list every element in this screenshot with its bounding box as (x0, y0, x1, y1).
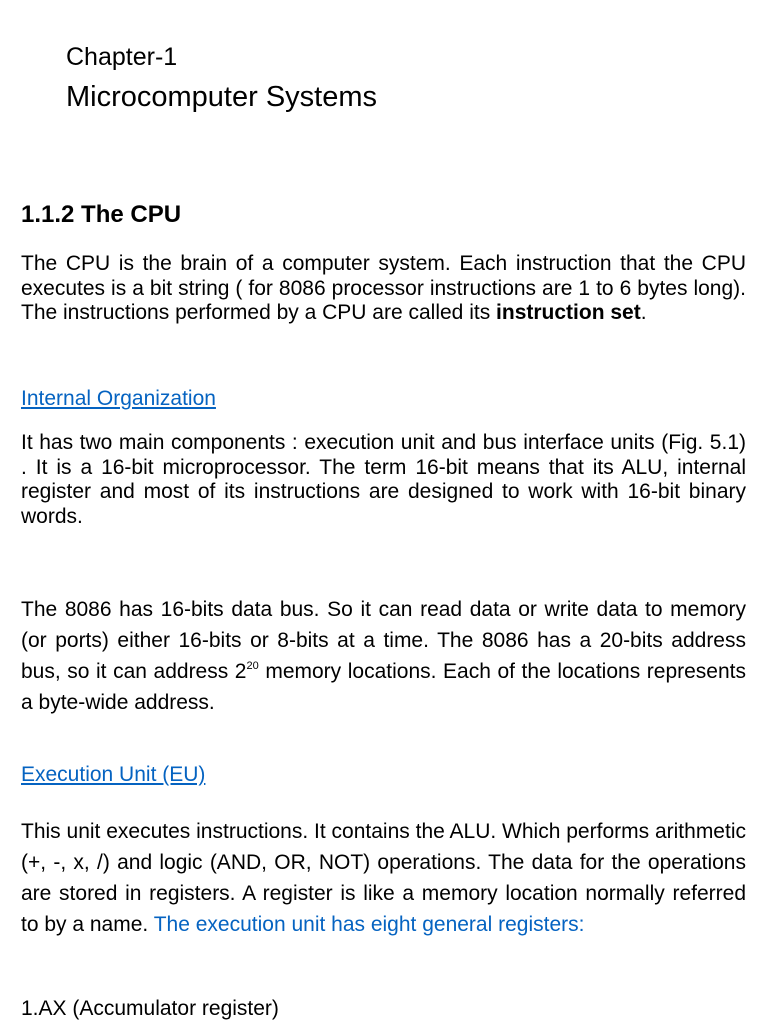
internal-organization-paragraph: It has two main components : execution unit and bus interface units (Fig. 5.1) . It is a 16-bit microprocessor. The term 16-bit means that its ALU, internal register and most of its instructions are designed to work with 16-bit binary words. (21, 431, 746, 528)
data-bus-text-end: memory locations. Each of the locations represents a byte-wide address. (21, 660, 746, 714)
intro-paragraph (21, 252, 746, 326)
register-list-item: 1.AX (Accumulator register) (21, 997, 279, 1020)
chapter-title: Microcomputer Systems (66, 81, 378, 113)
internal-organization-heading[interactable]: Internal Organization (21, 387, 216, 410)
section-heading: 1.1.2 The CPU (21, 201, 182, 228)
execution-unit-paragraph (21, 816, 746, 940)
general-registers-highlight: The execution unit has eight general registers: (153, 913, 585, 936)
data-bus-text: The 8086 has 16-bits data bus. So it can read data or write data to memory (or ports) either 16-bits or 8-bits at a time. The 8086 has a 20-bits address bus, so it can address 2 (21, 598, 746, 683)
intro-end: . (640, 301, 647, 324)
intro-text: The CPU is the brain of a computer system. Each instruction that the CPU executes is a bit string ( for 8086 processor instructions are 1 to 6 bytes long). The instructions performed by a CPU are called its (21, 252, 746, 324)
data-bus-paragraph (21, 594, 746, 718)
chapter-label: Chapter-1 (66, 43, 178, 71)
exponent: 20 (246, 660, 259, 672)
execution-unit-heading[interactable]: Execution Unit (EU) (21, 763, 206, 786)
instruction-set-term: instruction set (496, 301, 641, 324)
execution-unit-text: This unit executes instructions. It contains the ALU. Which performs arithmetic (+, -, x, /) and logic (AND, OR, NOT) operations. The data for the operations are stored in registers. A register is like a memory location normally referred to by a name. (21, 820, 746, 936)
